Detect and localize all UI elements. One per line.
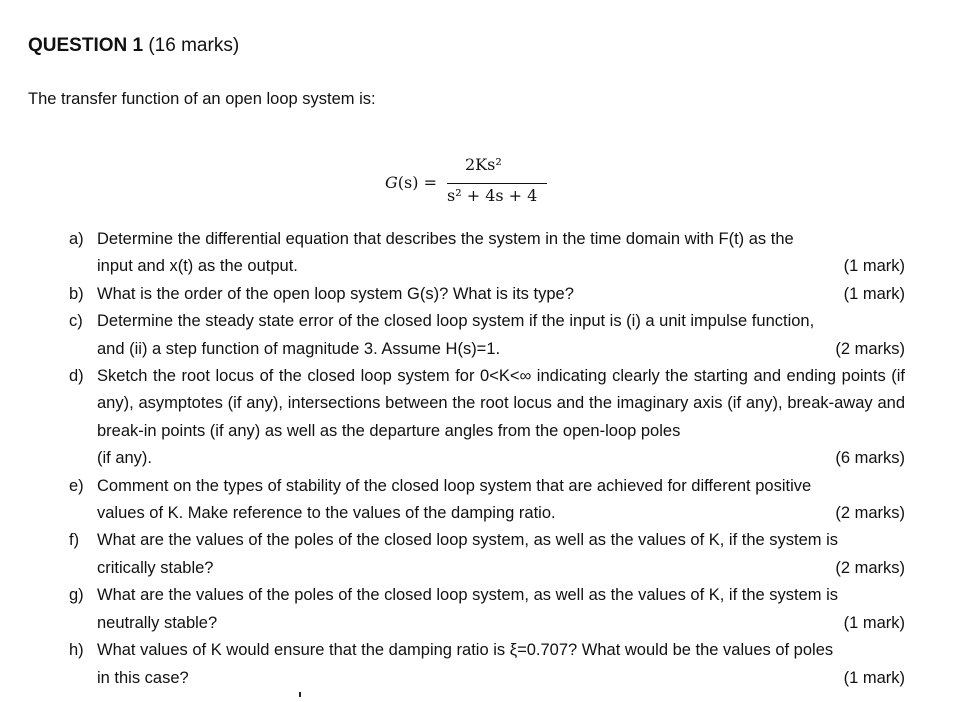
question-item-b (69, 281, 905, 308)
question-marks: (2 marks) (835, 504, 905, 523)
question-letter: e) (69, 476, 84, 495)
question-marks: (2 marks) (835, 339, 905, 358)
question-letter: f) (69, 531, 80, 550)
question-marks: (2 marks) (835, 558, 905, 577)
formula-equals: = (423, 173, 437, 192)
question-marks: (6 marks) (835, 449, 905, 468)
question-marks: (1 mark) (843, 257, 905, 276)
question-text: Sketch the root locus of the closed loop system for 0<K<∞ indicating clearly the starting and ending points (if any), asymptotes (if any), intersections between the root locus and the imaginary axis (if any), break-away and break-in points (if any) as well as the departure angles from the open-loop poles (97, 367, 905, 440)
question-item-e (69, 473, 905, 528)
question-letter: g) (69, 586, 84, 605)
question-text-last-line: values of K. Make reference to the values of the damping ratio. (97, 504, 556, 523)
question-text: Determine the differential equation that describes the system in the time domain with F(t) as the (97, 230, 794, 248)
question-letter: h) (69, 641, 84, 660)
question-letter: b) (69, 284, 84, 303)
fraction-bar (447, 183, 547, 184)
question-total-marks: (16 marks) (143, 35, 240, 56)
question-text-last-line: What is the order of the open loop system G(s)? What is its type? (97, 284, 574, 303)
formula-lhs (385, 173, 437, 192)
question-item-g (69, 582, 905, 637)
question-text: What are the values of the poles of the closed loop system, as well as the values of K, if the system is (97, 531, 839, 550)
question-text-last-line: and (ii) a step function of magnitude 3. Assume H(s)=1. (97, 339, 501, 358)
question-item-c (69, 308, 905, 363)
question-letter: d) (69, 367, 84, 386)
formula-lhs-arg: (s) (397, 173, 419, 192)
question-item-f (69, 527, 905, 582)
question-text-last-line: input and x(t) as the output. (97, 257, 298, 276)
question-text: Determine the steady state error of the closed loop system if the input is (i) a unit impulse function, (97, 312, 815, 331)
question-letter: a) (69, 230, 84, 248)
question-marks: (1 mark) (843, 284, 905, 303)
question-text-last-line: (if any). (97, 449, 153, 468)
question-item-d (69, 363, 905, 473)
formula-denominator: s² + 4s + 4 (447, 186, 538, 205)
question-number: QUESTION 1 (28, 35, 144, 56)
formula-numerator: 2Ks² (465, 155, 502, 174)
question-marks: (1 mark) (843, 613, 905, 632)
question-list (69, 226, 905, 692)
question-text: What values of K would ensure that the damping ratio is ξ=0.707? What would be the values of poles (97, 641, 834, 660)
question-marks: (1 mark) (843, 668, 905, 687)
question-letter: c) (69, 312, 83, 331)
question-text-last-line: neutrally stable? (97, 613, 218, 632)
question-text-last-line: critically stable? (97, 558, 214, 577)
question-item-a (69, 226, 905, 281)
intro-text: The transfer function of an open loop system is: (28, 90, 376, 108)
question-text: What are the values of the poles of the closed loop system, as well as the values of K, if the system is (97, 586, 839, 605)
question-text-last-line: in this case? (97, 668, 189, 687)
question-heading (28, 33, 239, 59)
question-text: Comment on the types of stability of the closed loop system that are achieved for different positive (97, 476, 812, 495)
stray-mark (299, 692, 301, 697)
formula-lhs-fn: G (385, 173, 398, 192)
question-item-h (69, 637, 905, 692)
